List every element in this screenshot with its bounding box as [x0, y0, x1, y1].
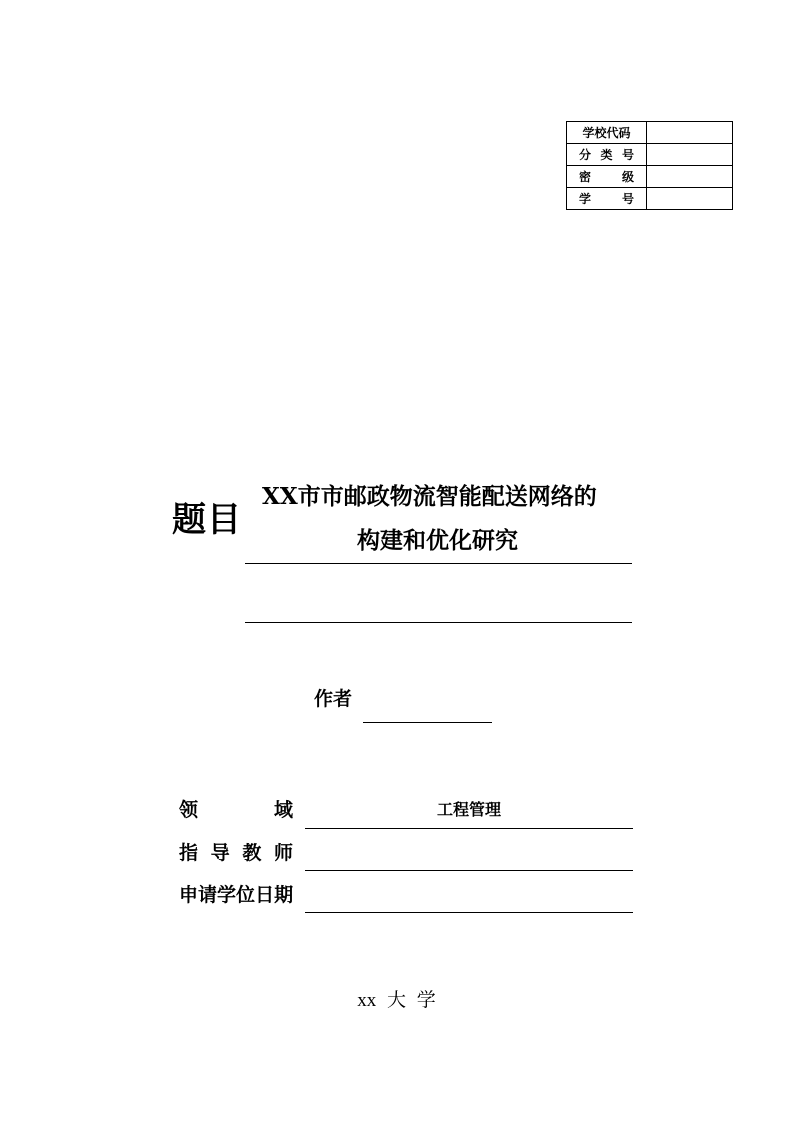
student-id-value [647, 188, 733, 210]
apply-date-underline [305, 912, 633, 913]
title-underline-1 [245, 563, 632, 564]
secrecy-label: 密 级 [567, 166, 647, 188]
classification-label: 分 类 号 [567, 144, 647, 166]
advisor-underline [305, 870, 633, 871]
info-table [566, 121, 733, 210]
student-id-label: 学 号 [567, 188, 647, 210]
title-line-1: XX市市邮政物流智能配送网络的 [262, 483, 597, 510]
advisor-label: 指 导 教 师 [179, 842, 293, 864]
field-value: 工程管理 [436, 800, 501, 819]
title-line-2: 构建和优化研究 [357, 527, 518, 554]
title-underline-2 [245, 622, 632, 623]
classification-value [647, 144, 733, 166]
apply-date-label: 申 请 学 位 日 期 [179, 884, 294, 906]
field-label: 领 域 [179, 799, 293, 821]
title-label: 题目 [172, 500, 242, 540]
university-name: xx 大 学 [357, 990, 436, 1011]
school-code-label: 学校代码 [567, 122, 647, 144]
author-underline [363, 722, 492, 723]
field-underline [305, 828, 633, 829]
secrecy-value [647, 166, 733, 188]
info-row-student-id [567, 188, 733, 210]
info-row-classification [567, 144, 733, 166]
school-code-value [647, 122, 733, 144]
author-label: 作者 [314, 688, 353, 710]
info-row-school-code [567, 122, 733, 144]
info-row-secrecy [567, 166, 733, 188]
